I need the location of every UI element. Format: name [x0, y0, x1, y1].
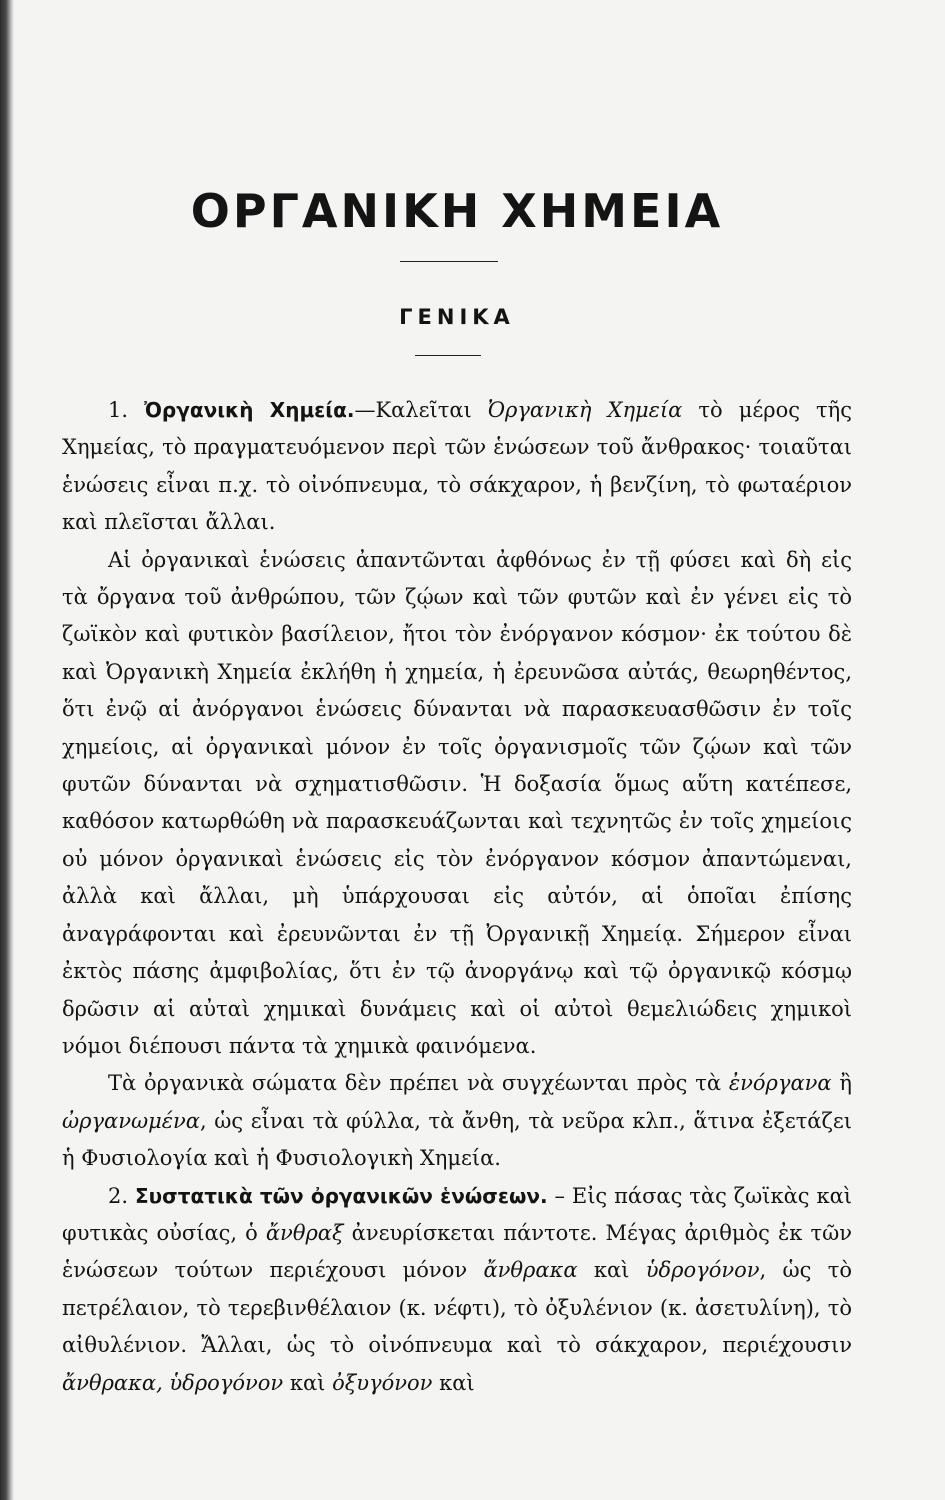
paragraph-text: καὶ: [283, 1370, 333, 1395]
italic-term: ἄνθρακα, ὑδρογόνον: [62, 1370, 284, 1395]
paragraph-text: τὸ μέρος τῆς Χημείας, τὸ πραγματευόμενον περὶ τῶν ἑνώσεων τοῦ ἄνθρακος· τοιαῦται ἑνώσεις εἶναι π.χ. τὸ οἰνόπνευμα, τὸ σάκχαρον, ἡ βενζίνη, τὸ φωταέριον καὶ πλεῖσται ἄλλαι.: [62, 398, 852, 535]
italic-term: ὠργανωμένα: [62, 1108, 200, 1133]
paragraph-2: Αἱ ὀργανικαὶ ἑνώσεις ἀπαντῶνται ἀφθόνως ἐν τῇ φύσει καὶ δὴ εἰς τὰ ὄργανα τοῦ ἀνθρώπου, τῶν ζῴων καὶ τῶν φυτῶν καὶ ἐν γένει εἰς τὸ ζωϊκὸν καὶ φυτικὸν βασίλειον, ἤτοι τὸν ἐνόργανον κόσμον· ἐκ τούτου δὲ καὶ Ὀργανικὴ Χημεία ἐκλήθη ἡ χημεία, ἡ ἐρευνῶσα αὐτάς, θεωρηθέντος, ὅτι ἐνῷ αἱ ἀνόργανοι ἑνώσεις δύνανται νὰ παρασκευασθῶσιν ἐν τοῖς χημείοις, αἱ ὀργανικαὶ μόνον ἐν τοῖς ὀργανισμοῖς τῶν ζῴων καὶ τῶν φυτῶν δύνανται νὰ σχηματισθῶσιν. Ἡ δοξασία ὅμως αὕτη κατέπεσε, καθόσον κατωρθώθη νὰ παρασκευάζωνται καὶ τεχνητῶς ἐν τοῖς χημείοις οὐ μόνον ὀργανικαὶ ἑνώσεις εἰς τὸν ἐνόργανον κόσμον ἀπαντώμεναι, ἀλλὰ καὶ ἄλλαι, μὴ ὑπάρχουσαι εἰς αὐτόν, αἱ ὁποῖαι ἐπίσης ἀναγράφονται καὶ ἐρευνῶνται ἐν τῇ Ὀργανικῇ Χημείᾳ. Σήμερον εἶναι ἐκτὸς πάσης ἀμφιβολίας, ὅτι ἐν τῷ ἀνοργάνῳ καὶ τῷ ὀργανικῷ κόσμῳ δρῶσιν αἱ αὐταὶ χημικαὶ δυνάμεις καὶ οἱ αὐτοὶ θεμελιώδεις χημικοὶ νόμοι διέπουσι πάντα τὰ χημικὰ φαινόμενα.: [62, 547, 852, 1058]
body-text: [62, 392, 852, 1402]
book-page: [62, 0, 852, 1500]
subtitle-divider: [415, 355, 481, 356]
title-divider: [400, 261, 498, 262]
paragraph-1: [62, 392, 852, 542]
paragraph-3: [62, 1065, 852, 1177]
paragraph-text: , ὡς εἶναι τὰ φύλλα, τὰ ἄνθη, τὰ νεῦρα κλπ., ἅτινα ἐξετάζει ἡ Φυσιολογία καὶ ἡ Φυσιολογικὴ Χημεία.: [62, 1108, 852, 1171]
italic-term: ὑδρογόνον: [645, 1258, 760, 1283]
section-number: 2.: [108, 1183, 129, 1208]
section-heading: Ὀργανικὴ Χημεία.: [144, 398, 355, 422]
paragraph-text: , ὡς τὸ πετρέλαιον, τὸ τερεβινθέλαιον (κ. νέφτι), τὸ ὀξυλένιον (κ. ἀσετυλίνη), τὸ αἰθυλένιον. Ἄλλαι, ὡς τὸ οἰνόπνευμα καὶ τὸ σάκχαρον, περιέχουσιν: [62, 1258, 853, 1358]
section-number: 1.: [108, 398, 129, 422]
paragraph-text: ἀνευρίσκεται πάντοτε. Μέγας ἀριθμὸς ἐκ τῶν ἑνώσεων τούτων περιέχουσι μόνον: [62, 1220, 853, 1283]
italic-term: Ὀργανικὴ Χημεία: [487, 398, 683, 422]
italic-term: ἐνόργανα: [728, 1071, 832, 1096]
page-binding-edge: [0, 0, 14, 1500]
chapter-title: ΟΡΓΑΝΙΚΗ ΧΗΜΕΙΑ: [190, 184, 724, 238]
italic-term: ἄνθραξ: [265, 1220, 344, 1245]
paragraph-text: Τὰ ὀργανικὰ σώματα δὲν πρέπει νὰ συγχέωνται πρὸς τὰ: [108, 1071, 729, 1096]
paragraph-text: καὶ: [577, 1258, 646, 1283]
italic-term: ὀξυγόνον: [332, 1370, 433, 1395]
paragraph-text: – Εἰς πάσας τὰς ζωϊκὰς καὶ φυτικὰς οὐσίας, ὁ: [62, 1183, 852, 1245]
paragraph-text: —Καλεῖται: [354, 398, 488, 422]
italic-term: ἄνθρακα: [483, 1258, 578, 1283]
paragraph-4: [62, 1178, 852, 1402]
paragraph-text: ἢ: [831, 1071, 852, 1096]
paragraph-text: καὶ: [432, 1370, 475, 1395]
section-subtitle: ΓΕΝΙΚΑ: [399, 305, 515, 329]
section-heading: Συστατικὰ τῶν ὀργανικῶν ἑνώσεων.: [134, 1183, 548, 1208]
